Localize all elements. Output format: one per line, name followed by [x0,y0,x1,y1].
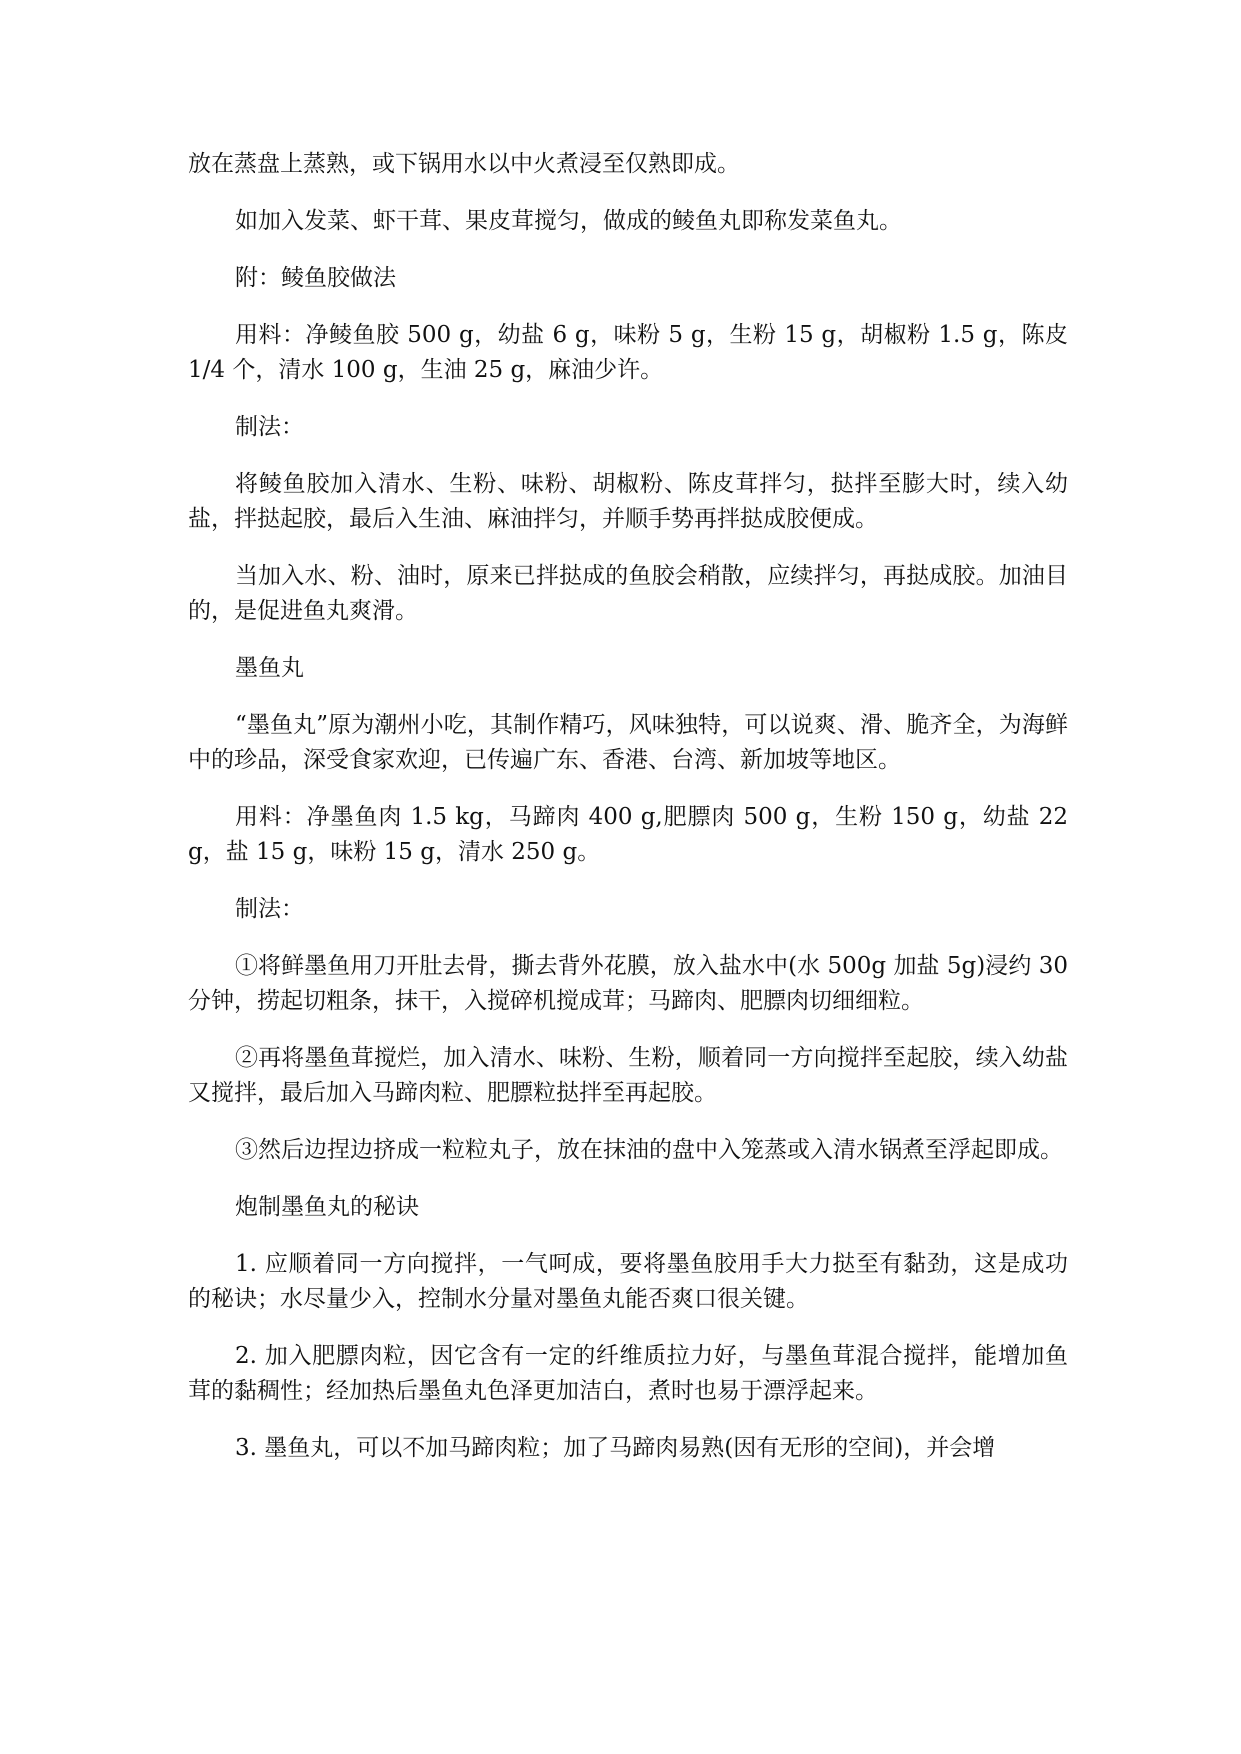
method-label-2: 制法： [235,896,304,922]
step-2: ②再将墨鱼茸搅烂，加入清水、味粉、生粉，顺着同一方向搅拌至起胶，续入幼盐又搅拌，最后加入马蹄肉粒、肥膘粒挞拌至再起胶。 [188,1045,1068,1106]
tip-3: 3. 墨鱼丸，可以不加马蹄肉粒；加了马蹄肉易熟(因有无形的空间)，并会增 [235,1435,996,1461]
section-heading-ling-fish-paste: 附：鲮鱼胶做法 [235,265,396,291]
tip-2: 2. 加入肥膘肉粒，因它含有一定的纤维质拉力好，与墨鱼茸混合搅拌，能增加鱼茸的黏稠性；经加热后墨鱼丸色泽更加洁白，煮时也易于漂浮起来。 [188,1343,1068,1404]
intro-paragraph: “墨鱼丸”原为潮州小吃，其制作精巧，风味独特，可以说爽、滑、脆齐全，为海鲜中的珍品，深受食家欢迎，已传遍广东、香港、台湾、新加坡等地区。 [188,712,1068,773]
section-heading-secrets: 炮制墨鱼丸的秘诀 [235,1194,419,1220]
step-1: ①将鲜墨鱼用刀开肚去骨，撕去背外花膜，放入盐水中(水 500g 加盐 5g)浸约 30 分钟，捞起切粗条，抹干，入搅碎机搅成茸；马蹄肉、肥膘肉切细细粒。 [188,953,1068,1014]
section-heading-cuttlefish-balls: 墨鱼丸 [235,655,304,681]
document-page [188,147,1068,1488]
ingredients-paragraph-2: 用料：净墨鱼肉 1.5 kg，马蹄肉 400 g,肥膘肉 500 g，生粉 150 g，幼盐 22 g，盐 15 g，味粉 15 g，清水 250 g。 [188,804,1068,865]
ingredients-paragraph-1: 用料：净鲮鱼胶 500 g，幼盐 6 g，味粉 5 g，生粉 15 g，胡椒粉 1.5 g，陈皮 1/4 个，清水 100 g，生油 25 g，麻油少许。 [188,322,1068,383]
paragraph-2: 如加入发菜、虾干茸、果皮茸搅匀，做成的鲮鱼丸即称发菜鱼丸。 [235,208,902,234]
step-3: ③然后边捏边挤成一粒粒丸子，放在抹油的盘中入笼蒸或入清水锅煮至浮起即成。 [235,1137,1063,1163]
method-label-1: 制法： [235,414,304,440]
method-paragraph-1: 将鲮鱼胶加入清水、生粉、味粉、胡椒粉、陈皮茸拌匀，挞拌至膨大时，续入幼盐，拌挞起胶，最后入生油、麻油拌匀，并顺手势再拌挞成胶便成。 [188,471,1068,532]
tip-1: 1. 应顺着同一方向搅拌，一气呵成，要将墨鱼胶用手大力挞至有黏劲，这是成功的秘诀；水尽量少入，控制水分量对墨鱼丸能否爽口很关键。 [188,1251,1068,1312]
paragraph-1: 放在蒸盘上蒸熟，或下锅用水以中火煮浸至仅熟即成。 [188,151,740,177]
note-paragraph-1: 当加入水、粉、油时，原来已拌挞成的鱼胶会稍散，应续拌匀，再挞成胶。加油目的，是促进鱼丸爽滑。 [188,563,1068,624]
